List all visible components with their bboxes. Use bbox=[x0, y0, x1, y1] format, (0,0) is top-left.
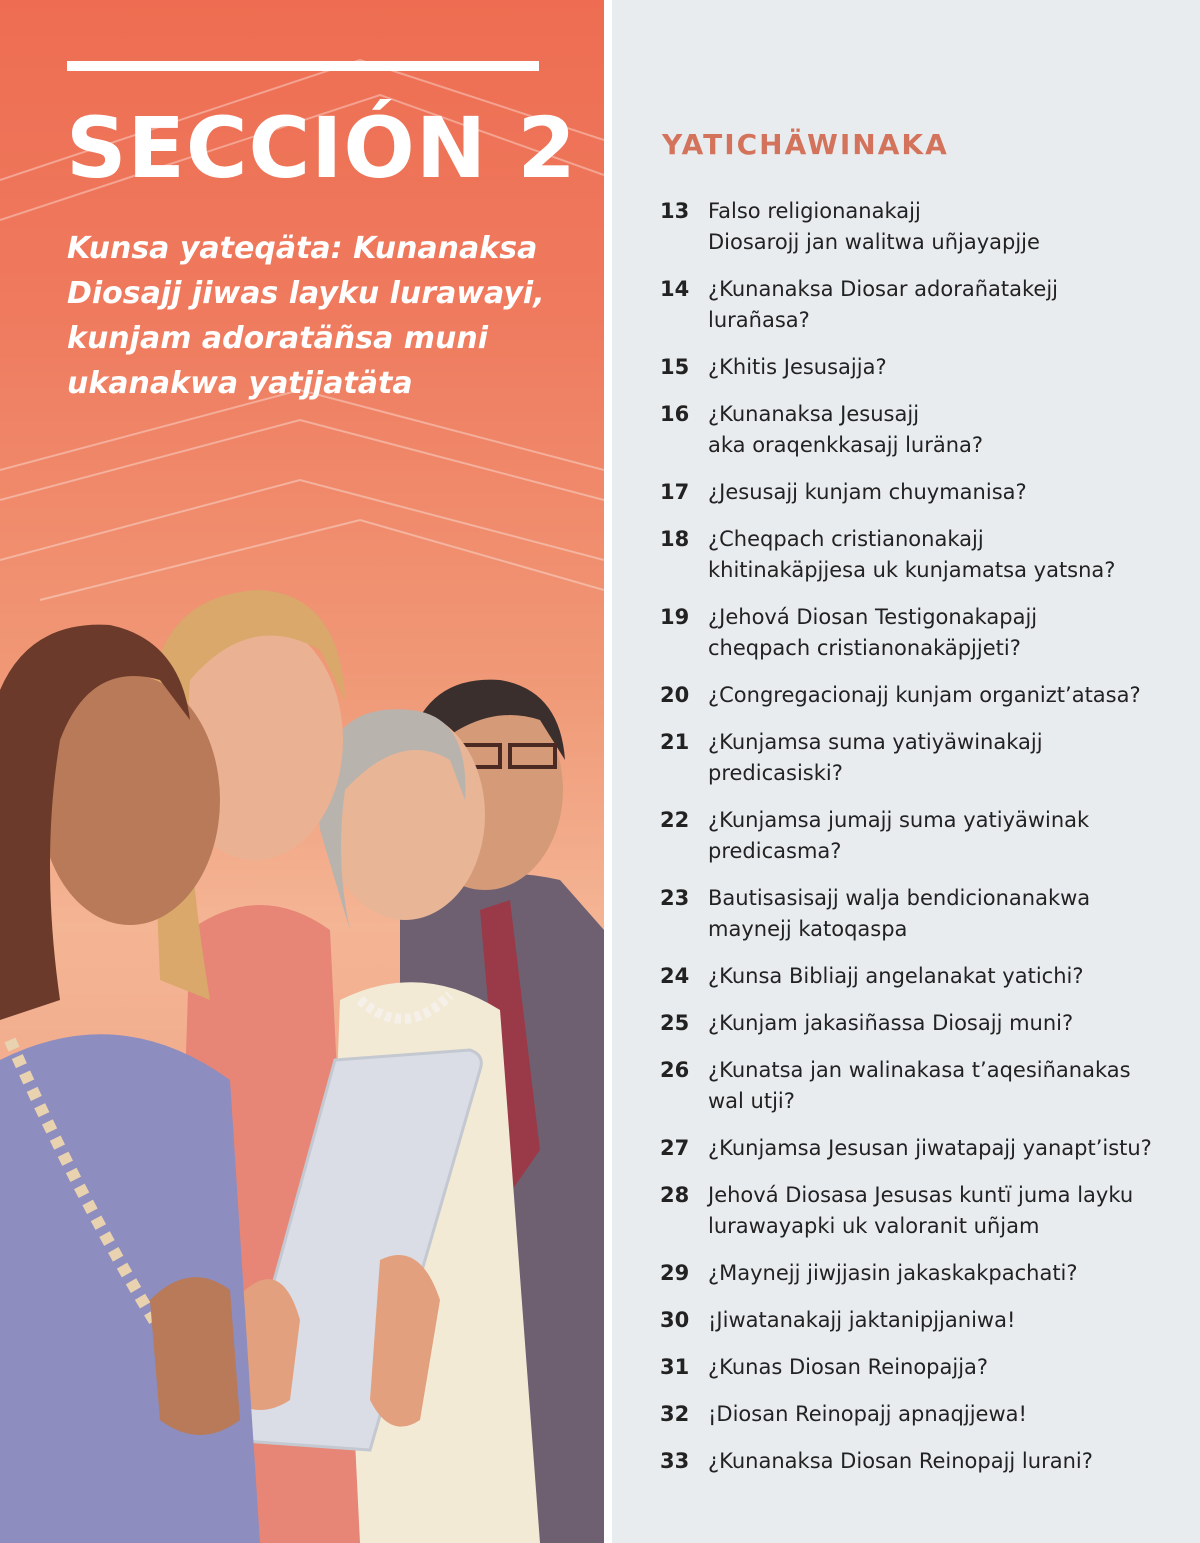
toc-item-title: Falso religionanakajj Diosarojj jan walitwa uñjayapjje bbox=[708, 199, 1040, 254]
toc-item-title: ¿Kunanaksa Diosar adorañatakejj lurañasa? bbox=[708, 277, 1058, 332]
contents-heading: YATICHÄWINAKA bbox=[662, 128, 949, 161]
toc-item[interactable] bbox=[660, 1352, 1200, 1383]
toc-item-title: ¿Kunanaksa Diosan Reinopajj lurani? bbox=[708, 1449, 1093, 1473]
toc-item-title: ¿Kunanaksa Jesusajj aka oraqenkkasajj luräna? bbox=[708, 402, 984, 457]
toc-item-number: 31 bbox=[660, 1355, 690, 1379]
toc-item-title: ¿Kunjamsa Jesusan jiwatapajj yanapt’istu? bbox=[708, 1136, 1152, 1160]
toc-item-title: ¿Jehová Diosan Testigonakapajj cheqpach cristianonakäpjjeti? bbox=[708, 605, 1038, 660]
section-subtitle: Kunsa yateqäta: Kunanaksa Diosajj jiwas layku lurawayi, kunjam adoratäñsa muni ukanakwa yatjjatäta bbox=[67, 231, 545, 401]
toc-item-title: ¿Jesusajj kunjam chuymanisa? bbox=[708, 480, 1027, 504]
toc-item[interactable] bbox=[660, 961, 1200, 992]
toc-item-title: ¿Khitis Jesusajja? bbox=[708, 355, 887, 379]
toc-item[interactable] bbox=[660, 1008, 1200, 1039]
toc-item-title: Bautisasisajj walja bendicionanakwa maynejj katoqaspa bbox=[708, 886, 1091, 941]
toc-item[interactable] bbox=[660, 1258, 1200, 1289]
toc-item-title: ¡Diosan Reinopajj apnaqjjewa! bbox=[708, 1402, 1027, 1426]
toc-item-number: 23 bbox=[660, 886, 690, 910]
toc-item-number: 13 bbox=[660, 199, 690, 223]
toc-item-title: Jehová Diosasa Jesusas kuntï juma layku lurawayapki uk valoranit uñjam bbox=[708, 1183, 1134, 1238]
toc-item-number: 14 bbox=[660, 277, 690, 301]
toc-item-number: 22 bbox=[660, 808, 690, 832]
toc-item[interactable] bbox=[660, 399, 1200, 461]
toc-item[interactable] bbox=[660, 680, 1200, 711]
toc-item-number: 26 bbox=[660, 1058, 690, 1082]
toc-item-number: 25 bbox=[660, 1011, 690, 1035]
toc-item[interactable] bbox=[660, 524, 1200, 586]
toc-item[interactable] bbox=[660, 1180, 1200, 1242]
panel-divider bbox=[604, 0, 612, 1543]
toc-item-title: ¿Congregacionajj kunjam organizt’atasa? bbox=[708, 683, 1141, 707]
toc-item-number: 32 bbox=[660, 1402, 690, 1426]
toc-item[interactable] bbox=[660, 883, 1200, 945]
toc-item[interactable] bbox=[660, 274, 1200, 336]
toc-item-title: ¿Kunatsa jan walinakasa t’aqesiñanakas wal utji? bbox=[708, 1058, 1131, 1113]
toc-item-title: ¿Cheqpach cristianonakajj khitinakäpjjesa uk kunjamatsa yatsna? bbox=[708, 527, 1116, 582]
toc-item-number: 15 bbox=[660, 355, 690, 379]
toc-item-number: 17 bbox=[660, 480, 690, 504]
toc-item[interactable] bbox=[660, 727, 1200, 789]
toc-item-number: 20 bbox=[660, 683, 690, 707]
toc-item[interactable] bbox=[660, 1305, 1200, 1336]
toc-item-number: 24 bbox=[660, 964, 690, 988]
toc-item[interactable] bbox=[660, 1133, 1200, 1164]
top-rule bbox=[67, 61, 539, 71]
toc-item[interactable] bbox=[660, 602, 1200, 664]
toc-item-title: ¿Kunjamsa suma yatiyäwinakajj predicasiski? bbox=[708, 730, 1043, 785]
toc-item-number: 18 bbox=[660, 527, 690, 551]
toc-item-number: 33 bbox=[660, 1449, 690, 1473]
toc-item[interactable] bbox=[660, 1446, 1200, 1477]
contents-list bbox=[660, 196, 1200, 1493]
toc-item-title: ¿Kunjam jakasiñassa Diosajj muni? bbox=[708, 1011, 1074, 1035]
toc-item-number: 28 bbox=[660, 1183, 690, 1207]
toc-item[interactable] bbox=[660, 805, 1200, 867]
contents-panel bbox=[612, 0, 1200, 1543]
toc-item[interactable] bbox=[660, 352, 1200, 383]
toc-item[interactable] bbox=[660, 1399, 1200, 1430]
toc-item[interactable] bbox=[660, 196, 1200, 258]
toc-item-title: ¿Kunsa Bibliajj angelanakat yatichi? bbox=[708, 964, 1084, 988]
toc-item-number: 27 bbox=[660, 1136, 690, 1160]
toc-item-number: 29 bbox=[660, 1261, 690, 1285]
toc-item-title: ¿Maynejj jiwjjasin jakaskakpachati? bbox=[708, 1261, 1078, 1285]
toc-item[interactable] bbox=[660, 477, 1200, 508]
toc-item-number: 21 bbox=[660, 730, 690, 754]
toc-item-title: ¿Kunjamsa jumajj suma yatiyäwinak predicasma? bbox=[708, 808, 1090, 863]
section-title: SECCIÓN 2 bbox=[66, 99, 577, 197]
toc-item-number: 16 bbox=[660, 402, 690, 426]
toc-item-number: 19 bbox=[660, 605, 690, 629]
toc-item[interactable] bbox=[660, 1055, 1200, 1117]
toc-item-title: ¡Jiwatanakajj jaktanipjjaniwa! bbox=[708, 1308, 1016, 1332]
toc-item-title: ¿Kunas Diosan Reinopajja? bbox=[708, 1355, 989, 1379]
toc-item-number: 30 bbox=[660, 1308, 690, 1332]
